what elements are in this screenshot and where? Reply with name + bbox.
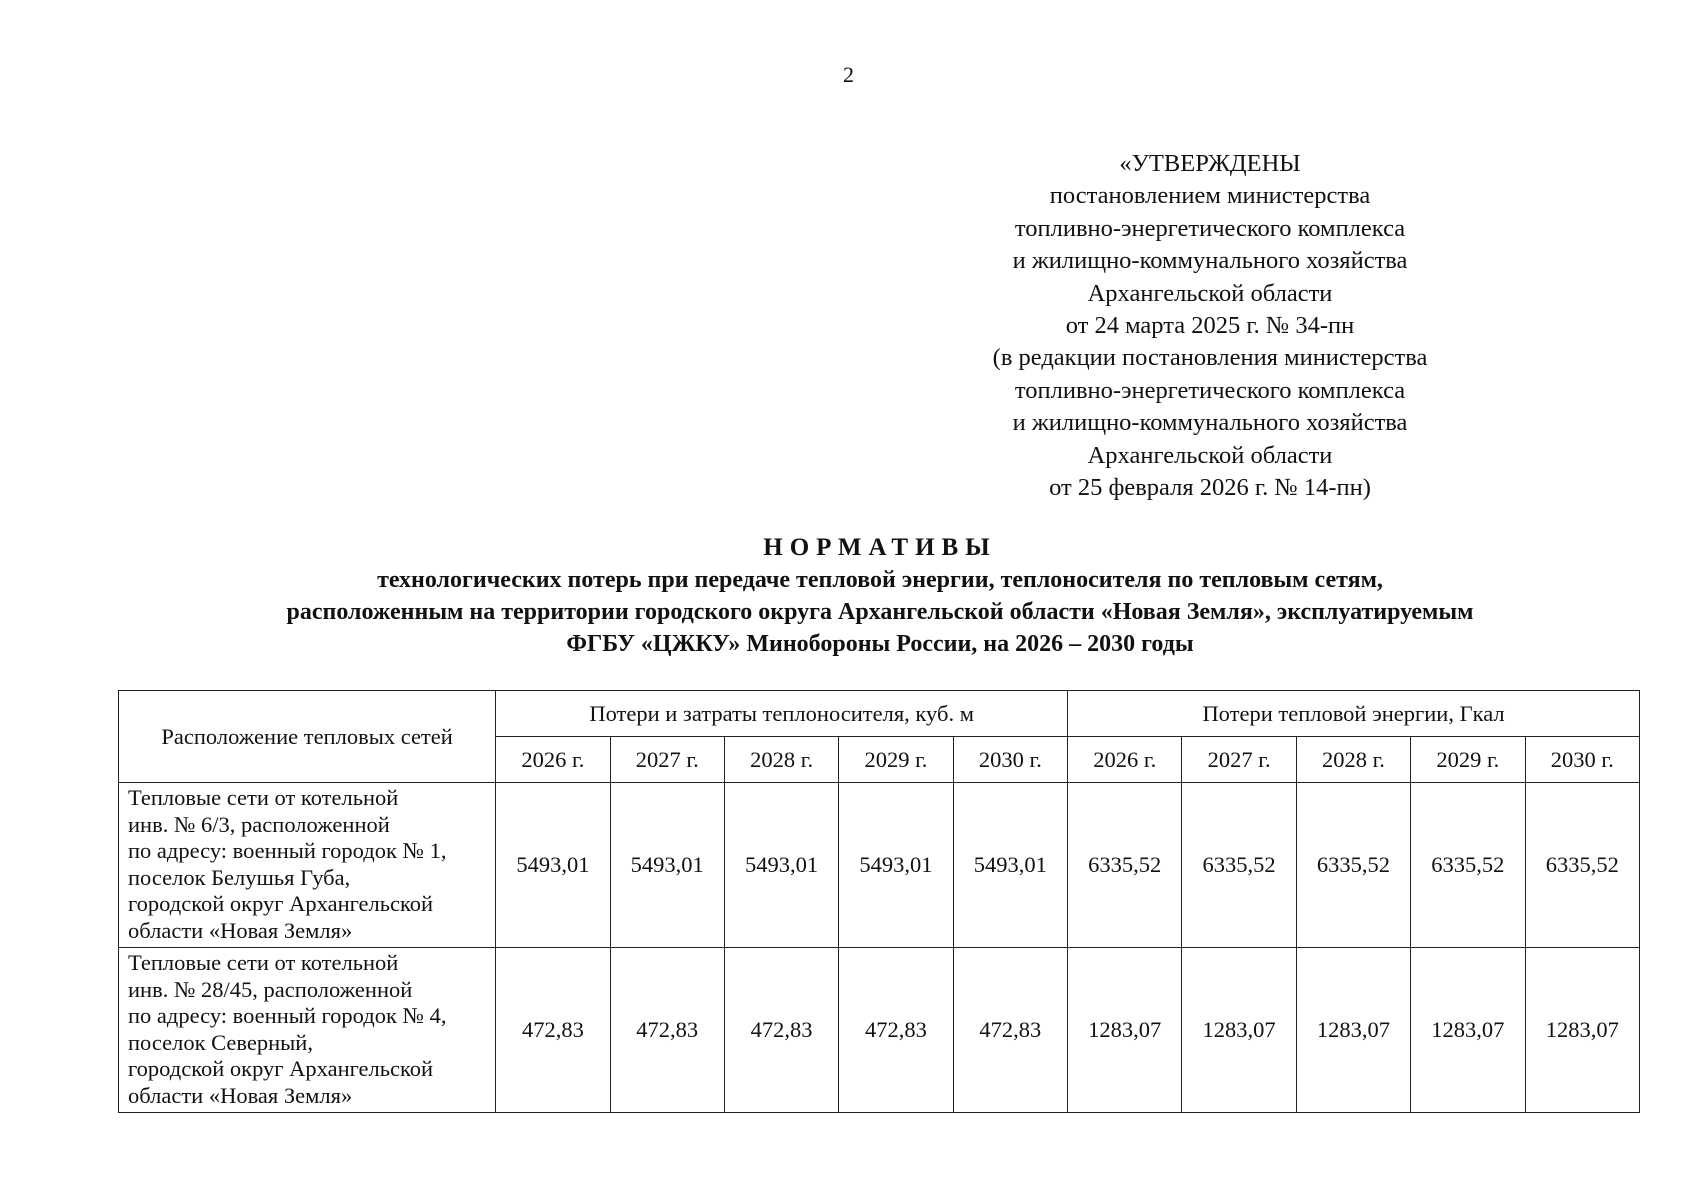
approval-line: «УТВЕРЖДЕНЫ (1119, 150, 1301, 177)
table-row (119, 783, 1640, 948)
year-header: 2027 г. (1182, 737, 1296, 783)
heat-value-cell: 1283,07 (1296, 948, 1410, 1113)
heat-value-cell: 1283,07 (1068, 948, 1182, 1113)
document-subtitle-line: расположенным на территории городского округа Архангельской области «Новая Земля», эксплуатируемым (286, 599, 1474, 625)
approval-line: постановлением министерства (1049, 182, 1371, 210)
approval-line: и жилищно-коммунального хозяйства (1012, 247, 1408, 275)
coolant-value-cell: 472,83 (610, 948, 724, 1113)
approval-line: топливно-энергетического комплекса (1014, 376, 1406, 404)
approval-line: от 24 марта 2025 г. № 34-пн (1065, 312, 1355, 340)
heat-value-cell: 6335,52 (1525, 783, 1640, 948)
year-header: 2029 г. (839, 737, 953, 783)
table-row (119, 948, 1640, 1113)
location-cell: Тепловые сети от котельной инв. № 6/3, расположенной по адресу: военный городок № 1, поселок Белушья Губа, городской округ Архангельской области «Новая Земля» (119, 783, 496, 948)
approval-line: Архангельской области (1087, 441, 1333, 469)
year-header: 2028 г. (1296, 737, 1410, 783)
heat-value-cell: 6335,52 (1296, 783, 1410, 948)
page-number: 2 (843, 62, 854, 87)
heat-value-cell: 1283,07 (1525, 948, 1640, 1113)
coolant-value-cell: 5493,01 (724, 783, 838, 948)
heat-value-cell: 6335,52 (1068, 783, 1182, 948)
year-header: 2027 г. (610, 737, 724, 783)
coolant-value-cell: 5493,01 (839, 783, 953, 948)
approval-line: от 25 февраля 2026 г. № 14-пн) (1049, 474, 1371, 502)
coolant-value-cell: 472,83 (724, 948, 838, 1113)
heat-value-cell: 6335,52 (1182, 783, 1296, 948)
year-header: 2026 г. (1068, 737, 1182, 783)
year-header: 2030 г. (1525, 737, 1640, 783)
document-title: НОРМАТИВЫ (763, 534, 997, 561)
document-heading (120, 532, 1640, 660)
location-cell: Тепловые сети от котельной инв. № 28/45, расположенной по адресу: военный городок № 4, поселок Северный, городской округ Архангельской области «Новая Земля» (119, 948, 496, 1113)
approval-line: топливно-энергетического комплекса (1014, 214, 1406, 242)
approval-line: (в редакции постановления министерства (992, 344, 1428, 372)
heat-losses-header: Потери тепловой энергии, Гкал (1068, 691, 1640, 737)
approval-line: и жилищно-коммунального хозяйства (1012, 409, 1408, 437)
year-header: 2030 г. (953, 737, 1067, 783)
coolant-value-cell: 5493,01 (953, 783, 1067, 948)
coolant-losses-header: Потери и затраты теплоносителя, куб. м (496, 691, 1068, 737)
norms-table (118, 690, 1640, 1113)
table-header-row (119, 691, 1640, 737)
coolant-value-cell: 472,83 (496, 948, 610, 1113)
approval-line: Архангельской области (1087, 279, 1333, 307)
coolant-value-cell: 472,83 (839, 948, 953, 1113)
document-subtitle-line: ФГБУ «ЦЖКУ» Минобороны России, на 2026 – 2030 годы (566, 631, 1194, 657)
document-subtitle-line: технологических потерь при передаче тепловой энергии, теплоносителя по тепловым сетям, (377, 567, 1383, 593)
year-header: 2028 г. (724, 737, 838, 783)
heat-value-cell: 6335,52 (1411, 783, 1525, 948)
year-header: 2029 г. (1411, 737, 1525, 783)
coolant-value-cell: 5493,01 (610, 783, 724, 948)
heat-value-cell: 1283,07 (1182, 948, 1296, 1113)
location-column-header: Расположение тепловых сетей (119, 691, 496, 783)
coolant-value-cell: 5493,01 (496, 783, 610, 948)
year-header: 2026 г. (496, 737, 610, 783)
coolant-value-cell: 472,83 (953, 948, 1067, 1113)
heat-value-cell: 1283,07 (1411, 948, 1525, 1113)
approval-block (960, 148, 1460, 504)
